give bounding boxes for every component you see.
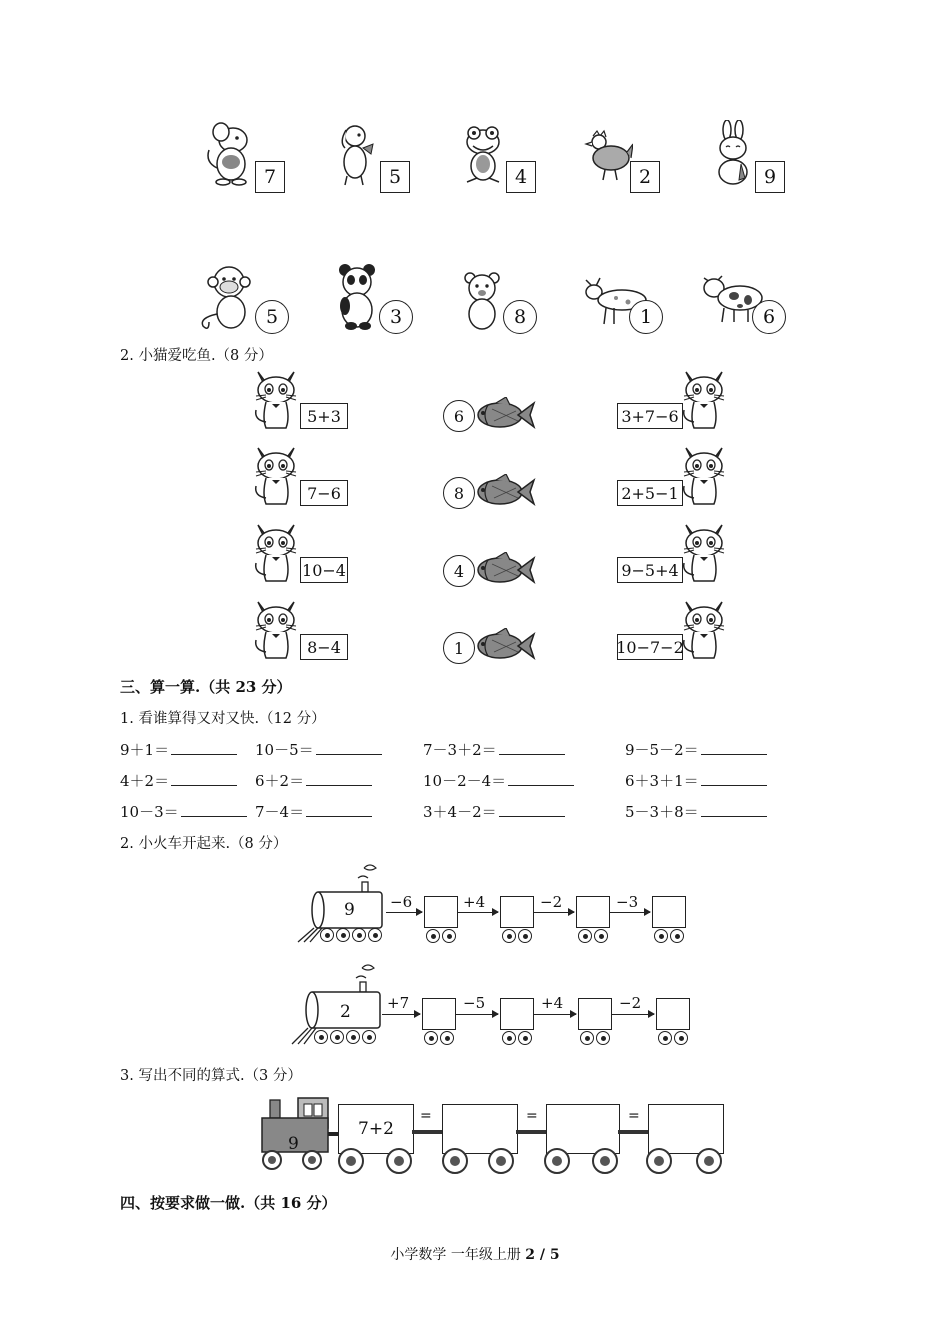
fish-icon (472, 552, 536, 584)
monkey-icon (195, 262, 257, 332)
train-start-number: 9 (344, 900, 355, 920)
wheel-icon (544, 1148, 570, 1174)
equals-sign: = (628, 1108, 640, 1124)
train-car-blank[interactable] (652, 896, 686, 928)
train-operator: +7 (387, 994, 410, 1012)
page-footer (0, 1244, 950, 1264)
wheel-icon (442, 929, 456, 943)
fish-number-circle: 1 (443, 632, 475, 664)
wheel-icon (502, 929, 516, 943)
train-operator: +4 (463, 893, 486, 911)
section-title: 三、算一算.（共 23 分） (120, 678, 292, 696)
wheel-icon (424, 1031, 438, 1045)
train-car-blank[interactable] (576, 896, 610, 928)
train-car-blank[interactable] (656, 998, 690, 1030)
calc-item[interactable]: 5－3＋8＝ (625, 801, 767, 822)
hen-icon (583, 128, 633, 184)
wheel-icon (426, 929, 440, 943)
cat-expression-box: 2+5−1 (617, 480, 683, 506)
question-title: 2. 小猫爱吃鱼.（8 分） (120, 348, 273, 364)
cat-expression-box: 3+7−6 (617, 403, 683, 429)
number-box: 5 (380, 161, 410, 193)
wheel-icon (330, 1030, 344, 1044)
cat-icon (680, 521, 728, 585)
calc-item[interactable]: 4＋2＝ (120, 770, 237, 791)
fish-icon (472, 474, 536, 506)
wheel-icon (518, 1031, 532, 1045)
equals-sign: = (420, 1108, 432, 1124)
fish-icon (472, 628, 536, 660)
cat-icon (680, 368, 728, 432)
cat-icon (680, 598, 728, 662)
wheel-icon (654, 929, 668, 943)
train-car-blank[interactable] (546, 1104, 620, 1154)
train-operator: −5 (463, 994, 486, 1012)
calc-item[interactable]: 3＋4－2＝ (423, 801, 565, 822)
wheel-icon (362, 1030, 376, 1044)
cat-expression-box: 10−4 (300, 557, 348, 583)
wheel-icon (320, 928, 334, 942)
train-car-expression: 7+2 (338, 1104, 414, 1154)
cat-icon (252, 368, 300, 432)
wheel-icon (346, 1030, 360, 1044)
wheel-icon (440, 1031, 454, 1045)
arrow (612, 1014, 654, 1015)
question-title: 1. 看谁算得又对又快.（12 分） (120, 711, 326, 727)
number-box: 9 (755, 161, 785, 193)
train-car-blank[interactable] (648, 1104, 724, 1154)
cat-icon (252, 444, 300, 508)
wheel-icon (670, 929, 684, 943)
arrow (610, 912, 650, 913)
train-operator: −3 (616, 893, 639, 911)
fish-number-circle: 6 (443, 400, 475, 432)
number-circle: 1 (629, 300, 663, 334)
wheel-icon (646, 1148, 672, 1174)
arrow (534, 1014, 576, 1015)
wheel-icon (594, 929, 608, 943)
section-title: 四、按要求做一做.（共 16 分） (120, 1194, 337, 1212)
wheel-icon (314, 1030, 328, 1044)
wheel-icon (592, 1148, 618, 1174)
train-car-blank[interactable] (422, 998, 456, 1030)
equals-sign: = (526, 1108, 538, 1124)
wheel-icon (578, 929, 592, 943)
train-car-blank[interactable] (578, 998, 612, 1030)
cat-icon (252, 598, 300, 662)
calc-item[interactable]: 10－5＝ (255, 739, 382, 760)
fish-number-circle: 4 (443, 555, 475, 587)
wheel-icon (368, 928, 382, 942)
number-box: 4 (506, 161, 536, 193)
mouse-icon (203, 122, 255, 188)
dog-icon (333, 122, 381, 188)
number-box: 2 (630, 161, 660, 193)
wheel-icon (596, 1031, 610, 1045)
wheel-icon (674, 1031, 688, 1045)
wheel-icon (442, 1148, 468, 1174)
coupler (516, 1130, 546, 1134)
calc-item[interactable]: 10－2－4＝ (423, 770, 574, 791)
question-title: 3. 写出不同的算式.（3 分） (120, 1068, 302, 1084)
calc-item[interactable]: 7－4＝ (255, 801, 372, 822)
train-car-blank[interactable] (424, 896, 458, 928)
page-number: 2 / 5 (525, 1247, 560, 1263)
arrow (458, 912, 498, 913)
cat-icon (252, 521, 300, 585)
panda-icon (335, 262, 381, 332)
wheel-icon (658, 1031, 672, 1045)
train-operator: −2 (540, 893, 563, 911)
calc-item[interactable]: 7－3＋2＝ (423, 739, 565, 760)
train-operator: +4 (541, 994, 564, 1012)
bear-icon (460, 270, 506, 332)
locomotive-number: 9 (288, 1134, 299, 1154)
wheel-icon (338, 1148, 364, 1174)
footer-subject: 小学数学 一年级上册 (390, 1247, 526, 1263)
number-circle: 8 (503, 300, 537, 334)
number-circle: 6 (752, 300, 786, 334)
wheel-icon (386, 1148, 412, 1174)
wheel-icon (352, 928, 366, 942)
calc-item[interactable]: 10－3＝ (120, 801, 247, 822)
wheel-icon (502, 1031, 516, 1045)
arrow (534, 912, 574, 913)
train-start-number: 2 (340, 1002, 351, 1022)
train-car-blank[interactable] (442, 1104, 518, 1154)
train-operator: −6 (390, 893, 413, 911)
train-car-blank[interactable] (500, 896, 534, 928)
arrow (386, 912, 422, 913)
cat-expression-box: 7−6 (300, 480, 348, 506)
fish-icon (472, 397, 536, 429)
question-title: 2. 小火车开起来.（8 分） (120, 836, 288, 852)
train-car-blank[interactable] (500, 998, 534, 1030)
frog-icon (459, 124, 507, 188)
wheel-icon (488, 1148, 514, 1174)
calc-item[interactable]: 6＋3＋1＝ (625, 770, 767, 791)
wheel-icon (518, 929, 532, 943)
wheel-icon (580, 1031, 594, 1045)
number-circle: 5 (255, 300, 289, 334)
cat-expression-box: 8−4 (300, 634, 348, 660)
number-circle: 3 (379, 300, 413, 334)
arrow (456, 1014, 498, 1015)
number-box: 7 (255, 161, 285, 193)
cat-icon (680, 444, 728, 508)
calc-item[interactable]: 9－5－2＝ (625, 739, 767, 760)
wheel-icon (336, 928, 350, 942)
coupler (618, 1130, 648, 1134)
cat-expression-box: 10−7−2 (617, 634, 683, 660)
train-operator: −2 (619, 994, 642, 1012)
arrow (382, 1014, 420, 1015)
fish-number-circle: 8 (443, 477, 475, 509)
coupler (412, 1130, 442, 1134)
cat-expression-box: 5+3 (300, 403, 348, 429)
calc-item[interactable]: 9＋1＝ (120, 739, 237, 760)
rabbit-icon (711, 120, 757, 188)
cat-expression-box: 9−5+4 (617, 557, 683, 583)
wheel-icon (696, 1148, 722, 1174)
calc-item[interactable]: 6＋2＝ (255, 770, 372, 791)
